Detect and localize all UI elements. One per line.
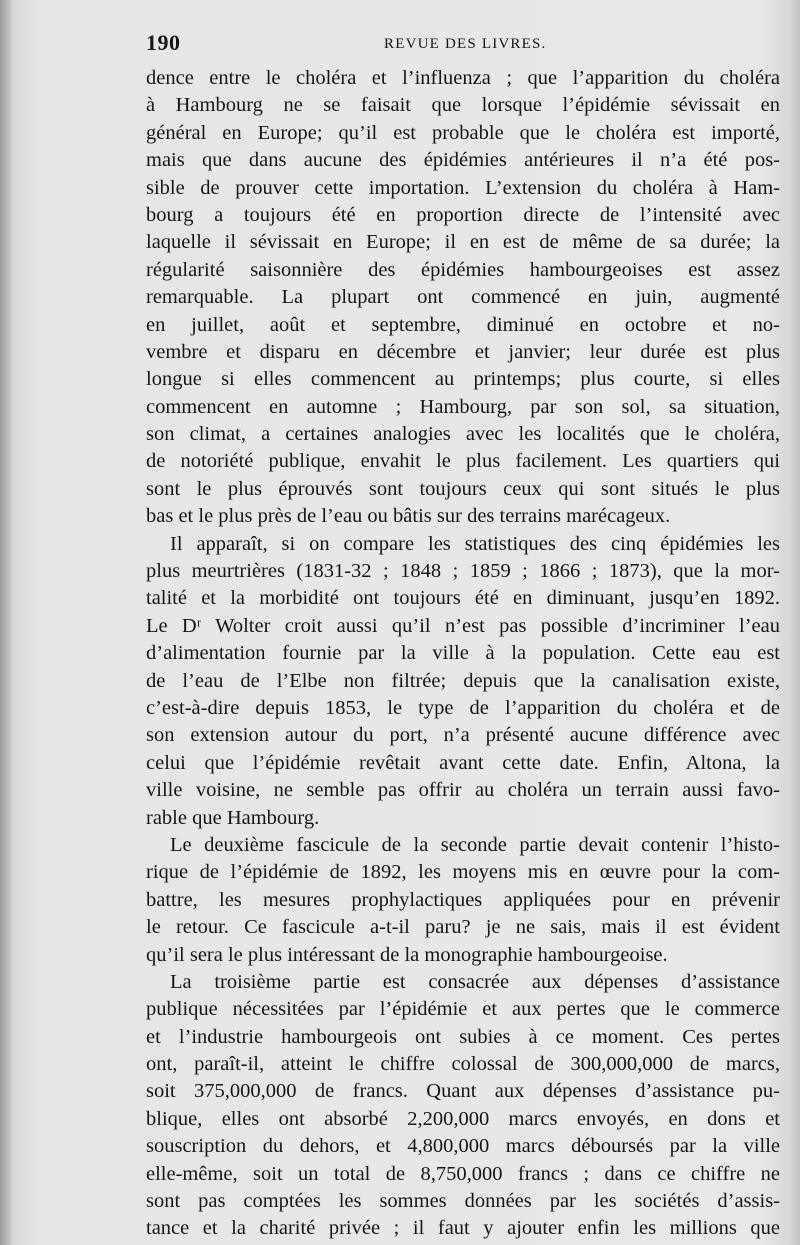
text-line: talité et la morbidité ont toujours été en diminuant, jusqu’en 1892. <box>146 587 780 610</box>
text-line: La troisième partie est consacrée aux dépenses d’assistance <box>170 970 780 993</box>
text-line: elle-même, soit un total de 8,750,000 francs ; dans ce chiffre ne <box>146 1162 780 1185</box>
text-line: bas et le plus près de l’eau ou bâtis sur des terrains marécageux. <box>146 505 671 528</box>
text-line: soit 375,000,000 de francs. Quant aux dépenses d’assistance pu- <box>146 1080 780 1103</box>
text-line: bourg a toujours été en proportion directe de l’intensité avec <box>146 203 780 226</box>
text-line: ont, paraît-il, atteint le chiffre colossal de 300,000,000 de marcs, <box>146 1053 780 1076</box>
text-line: général en Europe; qu’il est probable que le choléra est importé, <box>146 121 780 144</box>
text-line: à Hambourg ne se faisait que lorsque l’épidémie sévissait en <box>146 94 780 117</box>
running-title: REVUE DES LIVRES. <box>384 36 547 52</box>
text-line: qu’il sera le plus intéressant de la monographie hambourgeoise. <box>146 943 668 966</box>
text-line: et l’industrie hambourgeois ont subies à ce moment. Ces pertes <box>146 1025 780 1048</box>
text-line: de l’eau de l’Elbe non filtrée; depuis que la canalisation existe, <box>146 669 780 692</box>
text-line: rique de l’épidémie de 1892, les moyens mis en œuvre pour la com- <box>146 861 780 884</box>
text-line: tance et la charité privée ; il faut y ajouter enfin les millions que <box>146 1217 780 1240</box>
text-line: ville voisine, ne semble pas offrir au choléra un terrain aussi favo- <box>146 779 780 802</box>
text-line: vembre et disparu en décembre et janvier; leur durée est plus <box>146 340 780 363</box>
text-line: mais que dans aucune des épidémies antérieures il n’a été pos- <box>146 149 780 172</box>
text-line: d’alimentation fournie par la ville à la population. Cette eau est <box>146 642 780 665</box>
text-line: son climat, a certaines analogies avec les localités que le choléra, <box>146 423 780 446</box>
text-line: laquelle il sévissait en Europe; il en est de même de sa durée; la <box>146 231 780 254</box>
text-line: en juillet, août et septembre, diminué en octobre et no- <box>146 313 780 336</box>
text-line: remarquable. La plupart ont commencé en juin, augmenté <box>146 286 780 309</box>
text-line: régularité saisonnière des épidémies hambourgeoises est assez <box>146 258 780 281</box>
text-line: sont le plus éprouvés sont toujours ceux qui sont situés le plus <box>146 477 780 500</box>
text-line: souscription du dehors, et 4,800,000 marcs déboursés par la ville <box>146 1135 780 1158</box>
body-text <box>146 65 780 1243</box>
text-line: sont pas comptées les sommes données par les sociétés d’assis- <box>146 1190 780 1213</box>
text-line: publique nécessitées par l’épidémie et aux pertes que le commerce <box>146 998 780 1021</box>
page-number: 190 <box>146 30 181 55</box>
text-line: sible de prouver cette importation. L’extension du choléra à Ham- <box>146 176 780 199</box>
running-head <box>146 30 776 60</box>
text-line: blique, elles ont absorbé 2,200,000 marcs envoyés, en dons et <box>146 1107 780 1130</box>
text-line: Il apparaît, si on compare les statistiques des cinq épidémies les <box>170 532 780 555</box>
text-line: dence entre le choléra et l’influenza ; que l’apparition du choléra <box>146 67 780 89</box>
page-gutter-shadow <box>0 0 12 1245</box>
text-line: Le deuxième fascicule de la seconde partie devait contenir l’histo- <box>170 833 780 856</box>
text-line: c’est-à-dire depuis 1853, le type de l’apparition du choléra et de <box>146 696 780 719</box>
text-line: de notoriété publique, envahit le plus facilement. Les quartiers qui <box>146 450 780 473</box>
text-line: son extension autour du port, n’a présenté aucune différence avec <box>146 724 780 747</box>
text-line: longue si elles commencent au printemps; plus courte, si elles <box>146 368 780 391</box>
text-line: celui que l’épidémie revêtait avant cette date. Enfin, Altona, la <box>146 751 780 774</box>
text-line: plus meurtrières (1831-32 ; 1848 ; 1859 ; 1866 ; 1873), que la mor- <box>146 560 780 583</box>
text-line: Le Dʳ Wolter croit aussi qu’il n’est pas possible d’incriminer l’eau <box>146 614 780 637</box>
text-line: le retour. Ce fascicule a-t-il paru? je ne sais, mais il est évident <box>146 916 780 939</box>
text-line: commencent en automne ; Hambourg, par son sol, sa situation, <box>146 395 780 418</box>
text-line: battre, les mesures prophylactiques appliquées pour en prévenir <box>146 888 780 911</box>
text-line: rable que Hambourg. <box>146 806 320 829</box>
